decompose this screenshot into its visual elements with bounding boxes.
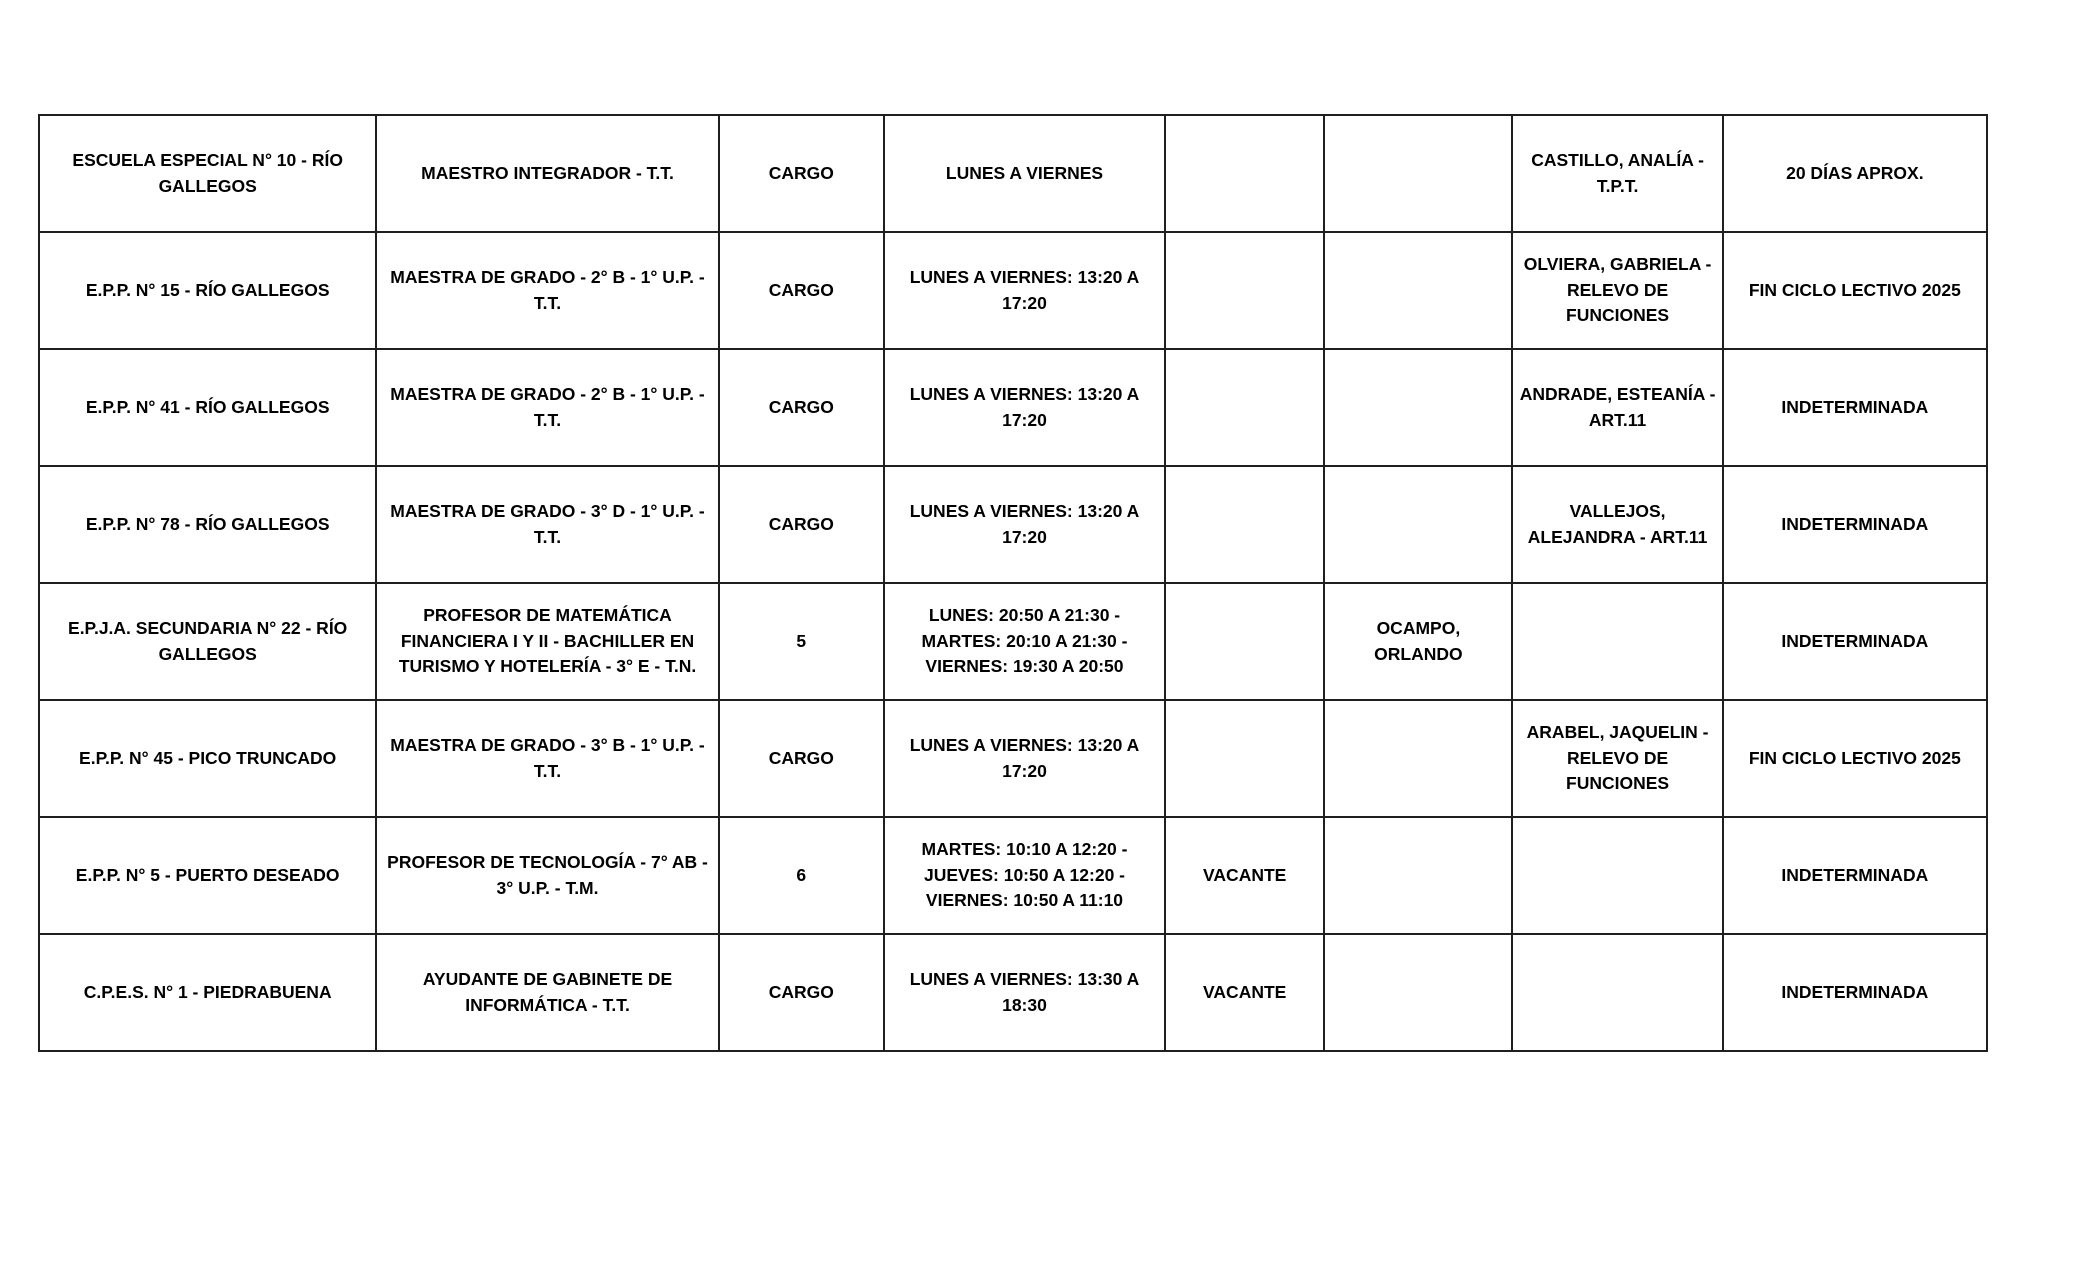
duration-cell: INDETERMINADA [1723,934,1987,1051]
table-row [39,115,1987,232]
school-cell: ESCUELA ESPECIAL N° 10 - RÍO GALLEGOS [39,115,376,232]
type-cell: CARGO [719,232,884,349]
holder-cell [1324,700,1512,817]
status-cell [1165,700,1324,817]
duration-cell: FIN CICLO LECTIVO 2025 [1723,232,1987,349]
substitute-cell: ARABEL, JAQUELIN - RELEVO DE FUNCIONES [1512,700,1722,817]
schedule-cell: LUNES A VIERNES: 13:20 A 17:20 [884,700,1165,817]
duration-cell: INDETERMINADA [1723,466,1987,583]
type-cell: CARGO [719,934,884,1051]
status-cell [1165,466,1324,583]
table-row [39,349,1987,466]
substitute-cell [1512,817,1722,934]
substitute-cell [1512,934,1722,1051]
role-cell: MAESTRO INTEGRADOR - T.T. [376,115,718,232]
substitute-cell [1512,583,1722,700]
status-cell [1165,583,1324,700]
status-cell [1165,232,1324,349]
type-cell: CARGO [719,466,884,583]
holder-cell [1324,817,1512,934]
substitute-cell: CASTILLO, ANALÍA - T.P.T. [1512,115,1722,232]
table-row [39,934,1987,1051]
substitute-cell: OLVIERA, GABRIELA - RELEVO DE FUNCIONES [1512,232,1722,349]
school-cell: E.P.P. N° 15 - RÍO GALLEGOS [39,232,376,349]
holder-cell [1324,934,1512,1051]
school-cell: E.P.P. N° 78 - RÍO GALLEGOS [39,466,376,583]
holder-cell [1324,232,1512,349]
schedule-cell: LUNES A VIERNES: 13:20 A 17:20 [884,232,1165,349]
duration-cell: INDETERMINADA [1723,349,1987,466]
duration-cell: INDETERMINADA [1723,817,1987,934]
schedule-cell: MARTES: 10:10 A 12:20 - JUEVES: 10:50 A 12:20 - VIERNES: 10:50 A 11:10 [884,817,1165,934]
vacancy-table [38,114,1988,1052]
school-cell: C.P.E.S. N° 1 - PIEDRABUENA [39,934,376,1051]
holder-cell [1324,115,1512,232]
table-row [39,583,1987,700]
role-cell: AYUDANTE DE GABINETE DE INFORMÁTICA - T.T. [376,934,718,1051]
role-cell: MAESTRA DE GRADO - 2° B - 1° U.P. - T.T. [376,349,718,466]
substitute-cell: VALLEJOS, ALEJANDRA - ART.11 [1512,466,1722,583]
duration-cell: 20 DÍAS APROX. [1723,115,1987,232]
schedule-cell: LUNES A VIERNES: 13:20 A 17:20 [884,466,1165,583]
role-cell: MAESTRA DE GRADO - 3° B - 1° U.P. - T.T. [376,700,718,817]
status-cell: VACANTE [1165,934,1324,1051]
school-cell: E.P.J.A. SECUNDARIA N° 22 - RÍO GALLEGOS [39,583,376,700]
type-cell: CARGO [719,700,884,817]
school-cell: E.P.P. N° 5 - PUERTO DESEADO [39,817,376,934]
duration-cell: INDETERMINADA [1723,583,1987,700]
role-cell: MAESTRA DE GRADO - 3° D - 1° U.P. - T.T. [376,466,718,583]
role-cell: PROFESOR DE MATEMÁTICA FINANCIERA I Y II - BACHILLER EN TURISMO Y HOTELERÍA - 3° E - T.N. [376,583,718,700]
school-cell: E.P.P. N° 41 - RÍO GALLEGOS [39,349,376,466]
table-row [39,700,1987,817]
schedule-cell: LUNES A VIERNES: 13:30 A 18:30 [884,934,1165,1051]
schedule-cell: LUNES A VIERNES: 13:20 A 17:20 [884,349,1165,466]
status-cell: VACANTE [1165,817,1324,934]
type-cell: CARGO [719,349,884,466]
duration-cell: FIN CICLO LECTIVO 2025 [1723,700,1987,817]
substitute-cell: ANDRADE, ESTEANÍA - ART.11 [1512,349,1722,466]
table-row [39,817,1987,934]
school-cell: E.P.P. N° 45 - PICO TRUNCADO [39,700,376,817]
holder-cell [1324,349,1512,466]
status-cell [1165,115,1324,232]
schedule-cell: LUNES A VIERNES [884,115,1165,232]
schedule-cell: LUNES: 20:50 A 21:30 - MARTES: 20:10 A 21:30 - VIERNES: 19:30 A 20:50 [884,583,1165,700]
table-row [39,232,1987,349]
status-cell [1165,349,1324,466]
role-cell: MAESTRA DE GRADO - 2° B - 1° U.P. - T.T. [376,232,718,349]
type-cell: 6 [719,817,884,934]
table-row [39,466,1987,583]
holder-cell: OCAMPO, ORLANDO [1324,583,1512,700]
role-cell: PROFESOR DE TECNOLOGÍA - 7° AB - 3° U.P. - T.M. [376,817,718,934]
type-cell: 5 [719,583,884,700]
holder-cell [1324,466,1512,583]
type-cell: CARGO [719,115,884,232]
